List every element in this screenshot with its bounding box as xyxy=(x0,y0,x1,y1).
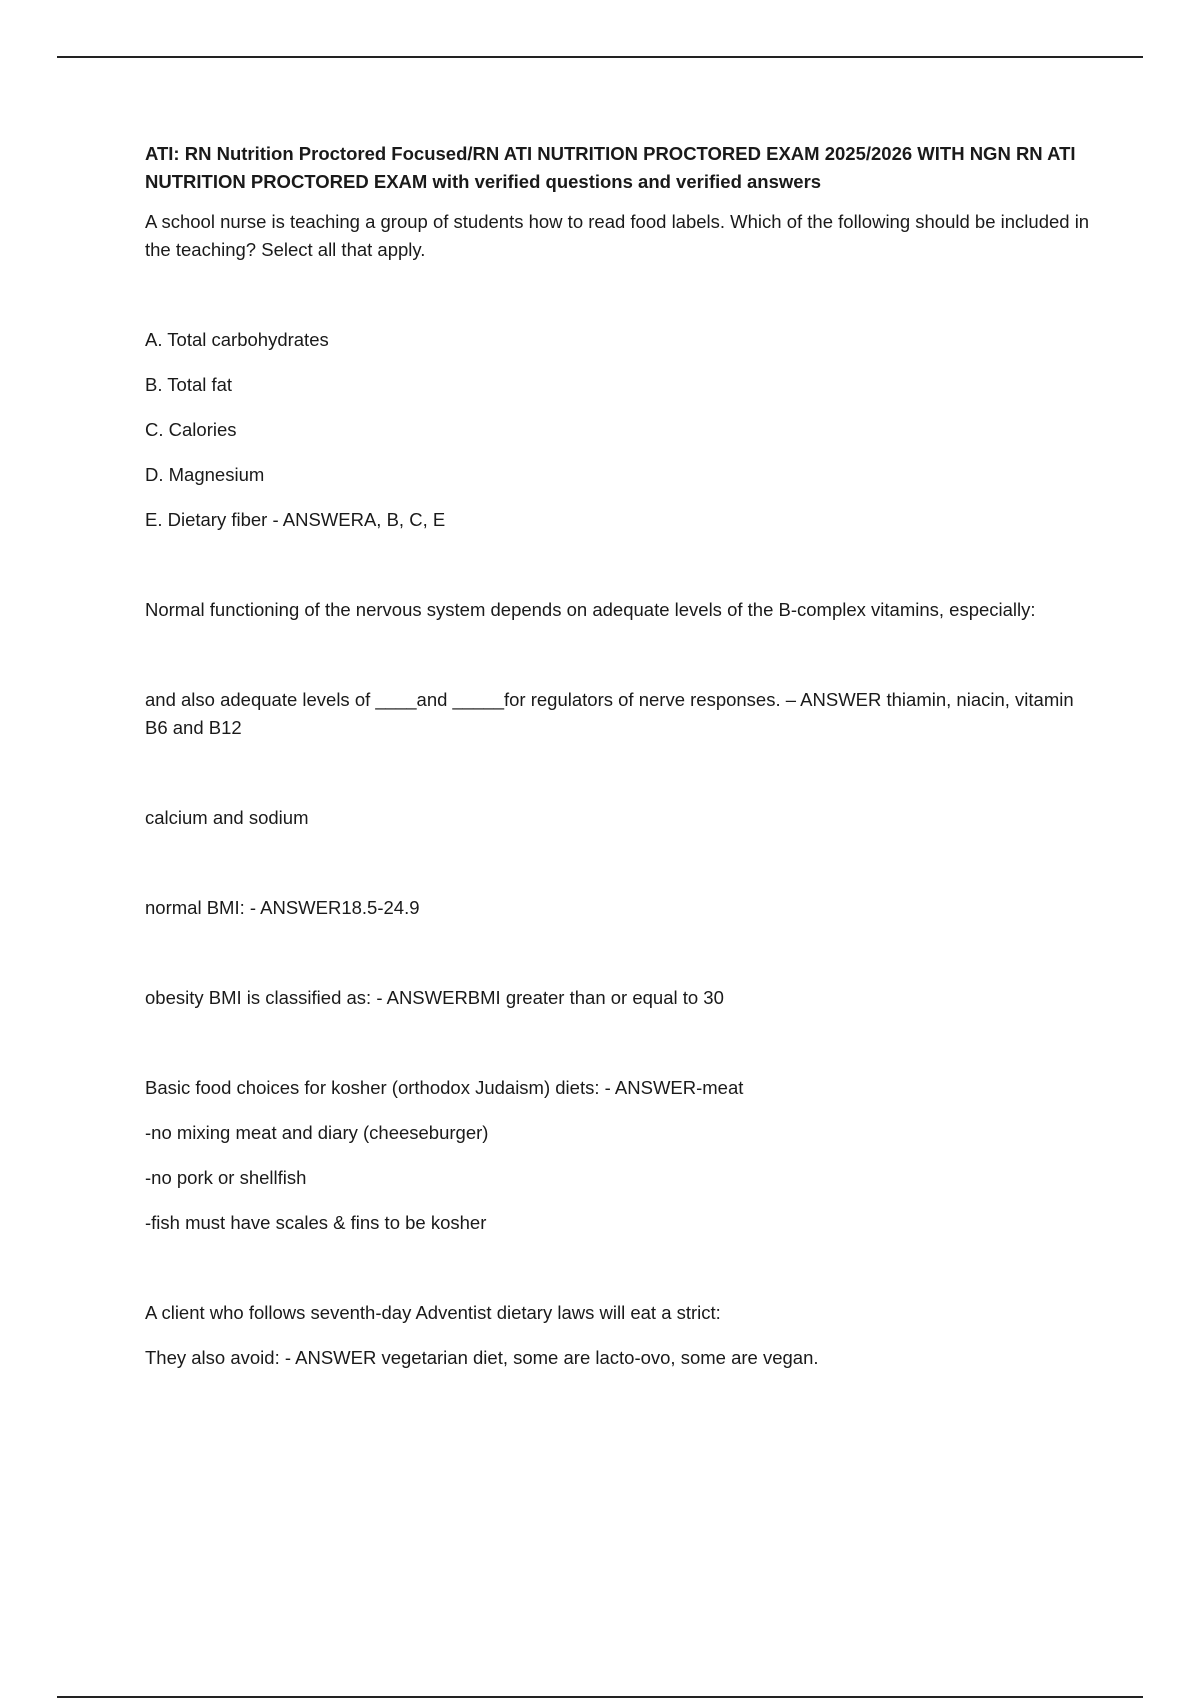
question-5-line: -no mixing meat and diary (cheeseburger) xyxy=(145,1122,489,1143)
question-1-option-a: A. Total carbohydrates xyxy=(145,329,329,350)
question-5-line: -no pork or shellfish xyxy=(145,1167,307,1188)
document-title: ATI: RN Nutrition Proctored Focused/RN ATI NUTRITION PROCTORED EXAM 2025/2026 WITH NGN RN ATI NUTRITION PROCTORED EXAM with verified questions and verified answers xyxy=(145,143,1076,192)
question-1-option-e: E. Dietary fiber - ANSWERA, B, C, E xyxy=(145,509,446,530)
bottom-rule xyxy=(57,1696,1143,1698)
question-2-extra: calcium and sodium xyxy=(145,807,309,828)
question-5-line: -fish must have scales & fins to be kosher xyxy=(145,1212,487,1233)
question-6-line: A client who follows seventh-day Adventist dietary laws will eat a strict: xyxy=(145,1302,721,1323)
question-1-option-c: C. Calories xyxy=(145,419,237,440)
question-4-text: obesity BMI is classified as: - ANSWERBMI greater than or equal to 30 xyxy=(145,987,724,1008)
question-5-line: Basic food choices for kosher (orthodox Judaism) diets: - ANSWER-meat xyxy=(145,1077,744,1098)
question-1-option-d: D. Magnesium xyxy=(145,464,265,485)
top-rule xyxy=(57,56,1143,58)
document-page xyxy=(145,140,1095,1372)
question-2-prompt: Normal functioning of the nervous system depends on adequate levels of the B-complex vitamins, especially: xyxy=(145,599,1036,620)
question-1-prompt: A school nurse is teaching a group of students how to read food labels. Which of the following should be included in the teaching? Select all that apply. xyxy=(145,211,1090,260)
question-1-option-b: B. Total fat xyxy=(145,374,233,395)
question-3-text: normal BMI: - ANSWER18.5-24.9 xyxy=(145,897,420,918)
question-6-line: They also avoid: - ANSWER vegetarian diet, some are lacto-ovo, some are vegan. xyxy=(145,1347,819,1368)
question-2-continuation: and also adequate levels of ____and _____for regulators of nerve responses. – ANSWER thiamin, niacin, vitamin B6 and B12 xyxy=(145,689,1074,738)
